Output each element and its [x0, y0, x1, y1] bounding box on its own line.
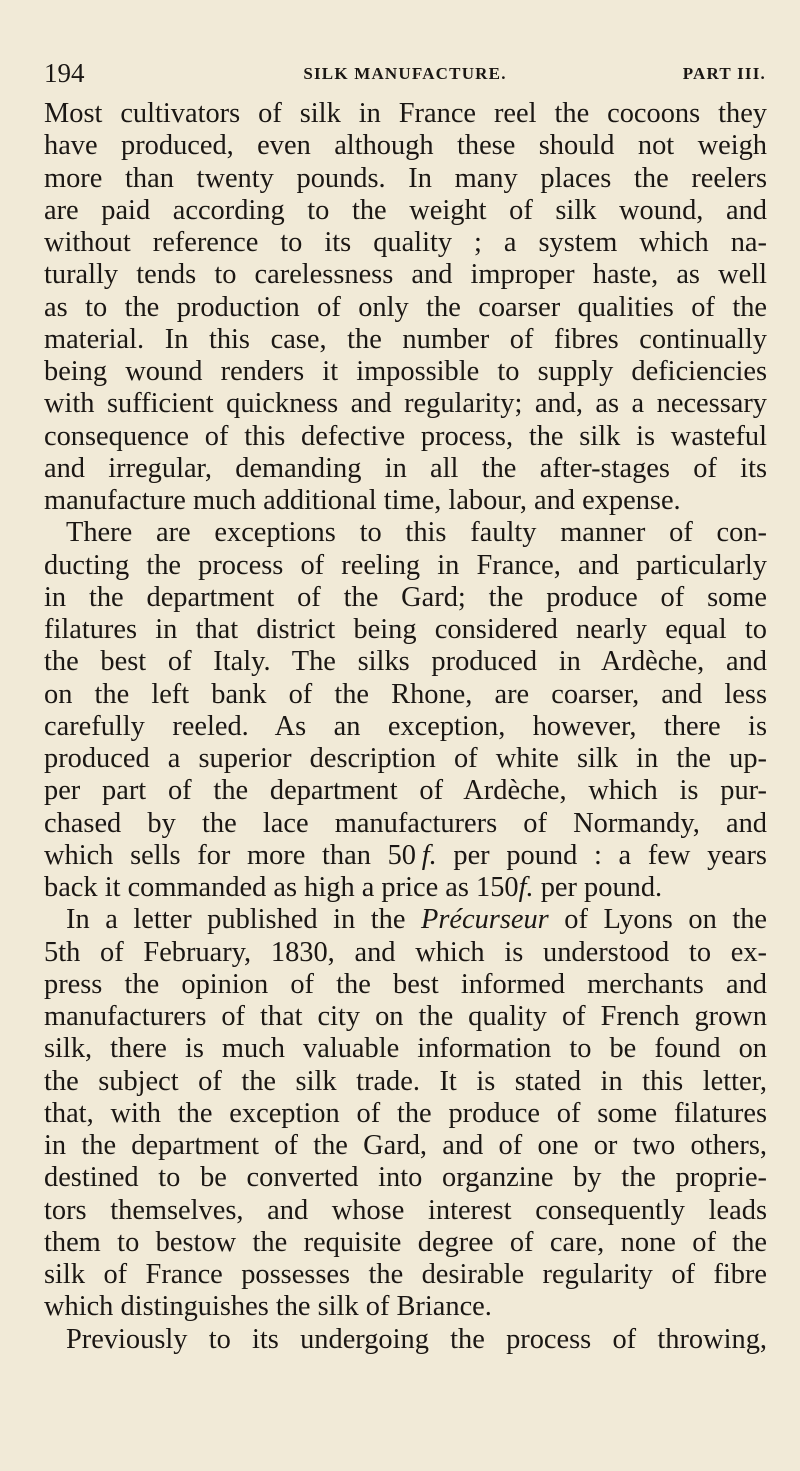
text-line: per part of the department of Ardèche, which is pur-: [44, 775, 767, 807]
publication-title: Précurseur: [420, 904, 549, 936]
text-line: filatures in that district being considered nearly equal to: [44, 614, 767, 645]
paragraph-end-line: manufacture much additional time, labour, and expense.: [44, 485, 681, 516]
text-line: produced a superior description of white silk in the up-: [44, 743, 767, 774]
text-line: carefully reeled. As an exception, however, there is: [44, 710, 767, 742]
text-line: manufacturers of that city on the quality of French grown: [44, 1001, 767, 1032]
text-line: are paid according to the weight of silk wound, and: [44, 194, 767, 226]
line-text: which sells for more than 50: [44, 839, 416, 871]
line-text: of Lyons on the: [548, 904, 768, 936]
text-line: press the opinion of the best informed merchants and: [44, 968, 767, 1000]
text-line: destined to be converted into organzine by the proprie-: [44, 1162, 767, 1194]
paragraph-start-line: [44, 904, 767, 936]
text-line: silk of France possesses the desirable regularity of fibre: [44, 1259, 767, 1290]
francs-abbrev: f.: [518, 872, 534, 903]
page-number: 194: [44, 58, 85, 88]
line-text: per pound : a few years: [436, 839, 767, 871]
text-line: with sufficient quickness and regularity; and, as a necessary: [44, 388, 767, 420]
text-line: the subject of the silk trade. It is stated in this letter,: [44, 1065, 767, 1097]
line-text: In a letter published in the: [66, 904, 421, 936]
paragraph-start-line: There are exceptions to this faulty manner of con-: [66, 517, 767, 549]
line-text: per pound.: [533, 872, 663, 903]
text-line: that, with the exception of the produce of some filatures: [44, 1097, 767, 1129]
text-line-with-italic: [44, 840, 767, 872]
text-line: them to bestow the requisite degree of care, none of the: [44, 1226, 767, 1258]
line-text: back it commanded as high a price as 150: [44, 872, 519, 903]
paragraph-end-line: which distinguishes the silk of Briance.: [44, 1291, 492, 1323]
text-line: material. In this case, the number of fibres continually: [44, 323, 767, 355]
text-line: consequence of this defective process, the silk is wasteful: [44, 420, 767, 452]
text-line: turally tends to carelessness and improper haste, as well: [44, 259, 767, 291]
part-label: PART III.: [682, 64, 766, 83]
text-line: tors themselves, and whose interest consequently leads: [44, 1194, 767, 1226]
text-line: on the left bank of the Rhone, are coarser, and less: [44, 678, 767, 710]
text-line: and irregular, demanding in all the after-stages of its: [44, 452, 767, 484]
running-head: [44, 54, 766, 94]
text-line: without reference to its quality ; a system which na-: [44, 227, 767, 258]
text-line: ducting the process of reeling in France, and particularly: [44, 549, 767, 581]
text-line: being wound renders it impossible to supply deficiencies: [44, 356, 767, 387]
francs-abbrev: f.: [421, 839, 437, 871]
body-text: [44, 98, 767, 1356]
text-line: more than twenty pounds. In many places the reelers: [44, 162, 767, 194]
text-line: in the department of the Gard, and of one or two others,: [44, 1130, 767, 1161]
running-title: SILK MANUFACTURE.: [303, 64, 507, 83]
text-line: the best of Italy. The silks produced in Ardèche, and: [44, 646, 767, 678]
text-line: chased by the lace manufacturers of Normandy, and: [44, 807, 767, 839]
text-line: 5th of February, 1830, and which is understood to ex-: [44, 936, 767, 968]
paragraph-end-line: [44, 872, 767, 904]
text-line: in the department of the Gard; the produce of some: [44, 581, 767, 613]
text-line: have produced, even although these should not weigh: [44, 130, 767, 162]
text-line: as to the production of only the coarser qualities of the: [44, 291, 767, 323]
text-line: silk, there is much valuable information to be found on: [44, 1033, 767, 1065]
text-line: Most cultivators of silk in France reel the cocoons they: [44, 98, 767, 129]
paragraph-start-line: Previously to its undergoing the process of throwing,: [66, 1323, 767, 1355]
